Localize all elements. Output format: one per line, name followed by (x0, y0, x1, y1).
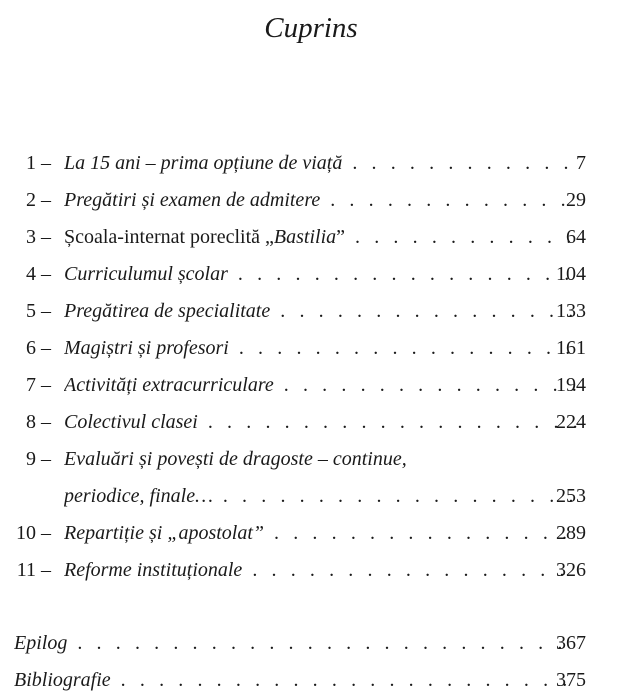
chapter-number: 9 (26, 448, 36, 470)
chapter-number: 1 (26, 152, 36, 174)
entry-body (64, 185, 586, 215)
page-number: 161 (556, 337, 586, 359)
entry-body (64, 444, 586, 474)
entry-body (64, 296, 586, 326)
chapter-number: 11 (16, 559, 36, 581)
page-number: 367 (556, 632, 586, 654)
toc-entry-chapter-2[interactable] (0, 185, 622, 215)
chapter-number: 2 (26, 189, 36, 211)
page-number: 133 (556, 300, 586, 322)
page-number: 289 (556, 522, 586, 544)
entry-body (64, 407, 586, 437)
entry-body (64, 370, 586, 400)
chapter-number: 10 (16, 522, 36, 544)
chapter-title: Pregătirea de specialitate (64, 300, 271, 322)
back-matter-title: Bibliografie (14, 669, 111, 691)
chapter-title: Reforme instituționale (64, 559, 243, 581)
dot-leader (77, 628, 578, 658)
dot-leader (121, 665, 578, 695)
chapter-number: 8 (26, 411, 36, 433)
entry-body (64, 333, 586, 363)
entry-body (64, 518, 586, 548)
page-number: 375 (556, 669, 586, 691)
toc-entry-chapter-11[interactable] (0, 555, 622, 585)
toc-entry-chapter-5[interactable] (0, 296, 622, 326)
separator-dash: – (41, 448, 51, 470)
entry-body (64, 222, 586, 252)
chapter-title: Curriculumul școlar (64, 263, 228, 285)
back-matter-title: Epilog (14, 632, 68, 654)
page-number: 29 (566, 189, 586, 211)
page-number: 104 (556, 263, 586, 285)
chapter-title (64, 222, 345, 252)
chapter-number: 4 (26, 263, 36, 285)
dot-leader (208, 407, 578, 437)
separator-dash: – (41, 374, 51, 396)
page-number: 326 (556, 559, 586, 581)
toc-entry-chapter-4[interactable] (0, 259, 622, 289)
page-number: 64 (566, 226, 586, 248)
chapter-title: Repartiție și „apostolat” (64, 522, 265, 544)
chapter-title: Magiștri și profesori (64, 337, 229, 359)
dot-leader (223, 481, 578, 511)
page-number: 7 (576, 152, 586, 174)
separator-dash: – (41, 559, 51, 581)
entry-body (64, 481, 586, 511)
chapter-title: Pregătiri și examen de admitere (64, 189, 321, 211)
page-title: Cuprins (264, 12, 358, 44)
entry-body (64, 555, 586, 585)
chapter-title: Activități extracurriculare (64, 374, 274, 396)
toc-entry-chapter-10[interactable] (0, 518, 622, 548)
toc-entry-chapter-1[interactable] (0, 148, 622, 178)
page-number: 194 (556, 374, 586, 396)
toc-entry-chapter-7[interactable] (0, 370, 622, 400)
separator-dash: – (41, 337, 51, 359)
separator-dash: – (41, 189, 51, 211)
chapter-title-prefix: Școala-internat poreclită „ (64, 226, 274, 248)
toc-entry-chapter-6[interactable] (0, 333, 622, 363)
chapter-title: La 15 ani – prima opțiune de viață (64, 152, 343, 174)
page-number: 224 (556, 411, 586, 433)
separator-dash: – (41, 300, 51, 322)
page-number: 253 (556, 485, 586, 507)
toc-entry-epilog[interactable] (0, 628, 622, 658)
entry-body (64, 259, 586, 289)
separator-dash: – (41, 226, 51, 248)
chapter-number: 6 (26, 337, 36, 359)
entry-body (14, 665, 586, 695)
chapter-number: 7 (26, 374, 36, 396)
chapter-title-line-2: periodice, finale… (64, 485, 213, 507)
chapter-title-suffix: ” (336, 226, 346, 248)
entry-body (14, 628, 586, 658)
separator-dash: – (41, 411, 51, 433)
separator-dash: – (41, 522, 51, 544)
chapter-title: Colectivul clasei (64, 411, 198, 433)
toc-entry-chapter-9-line-1[interactable] (0, 444, 622, 474)
chapter-title-line-1: Evaluări și povești de dragoste – continue, (64, 448, 407, 470)
separator-dash: – (41, 152, 51, 174)
toc-entry-chapter-3[interactable] (0, 222, 622, 252)
toc-entry-chapter-9-line-2[interactable] (0, 481, 622, 511)
chapter-number: 3 (26, 226, 36, 248)
separator-dash: – (41, 263, 51, 285)
chapter-title-emphasis: Bastilia (273, 226, 337, 248)
chapter-number: 5 (26, 300, 36, 322)
toc-entry-bibliografie[interactable] (0, 665, 622, 695)
toc-entry-chapter-8[interactable] (0, 407, 622, 437)
entry-body (64, 148, 586, 178)
